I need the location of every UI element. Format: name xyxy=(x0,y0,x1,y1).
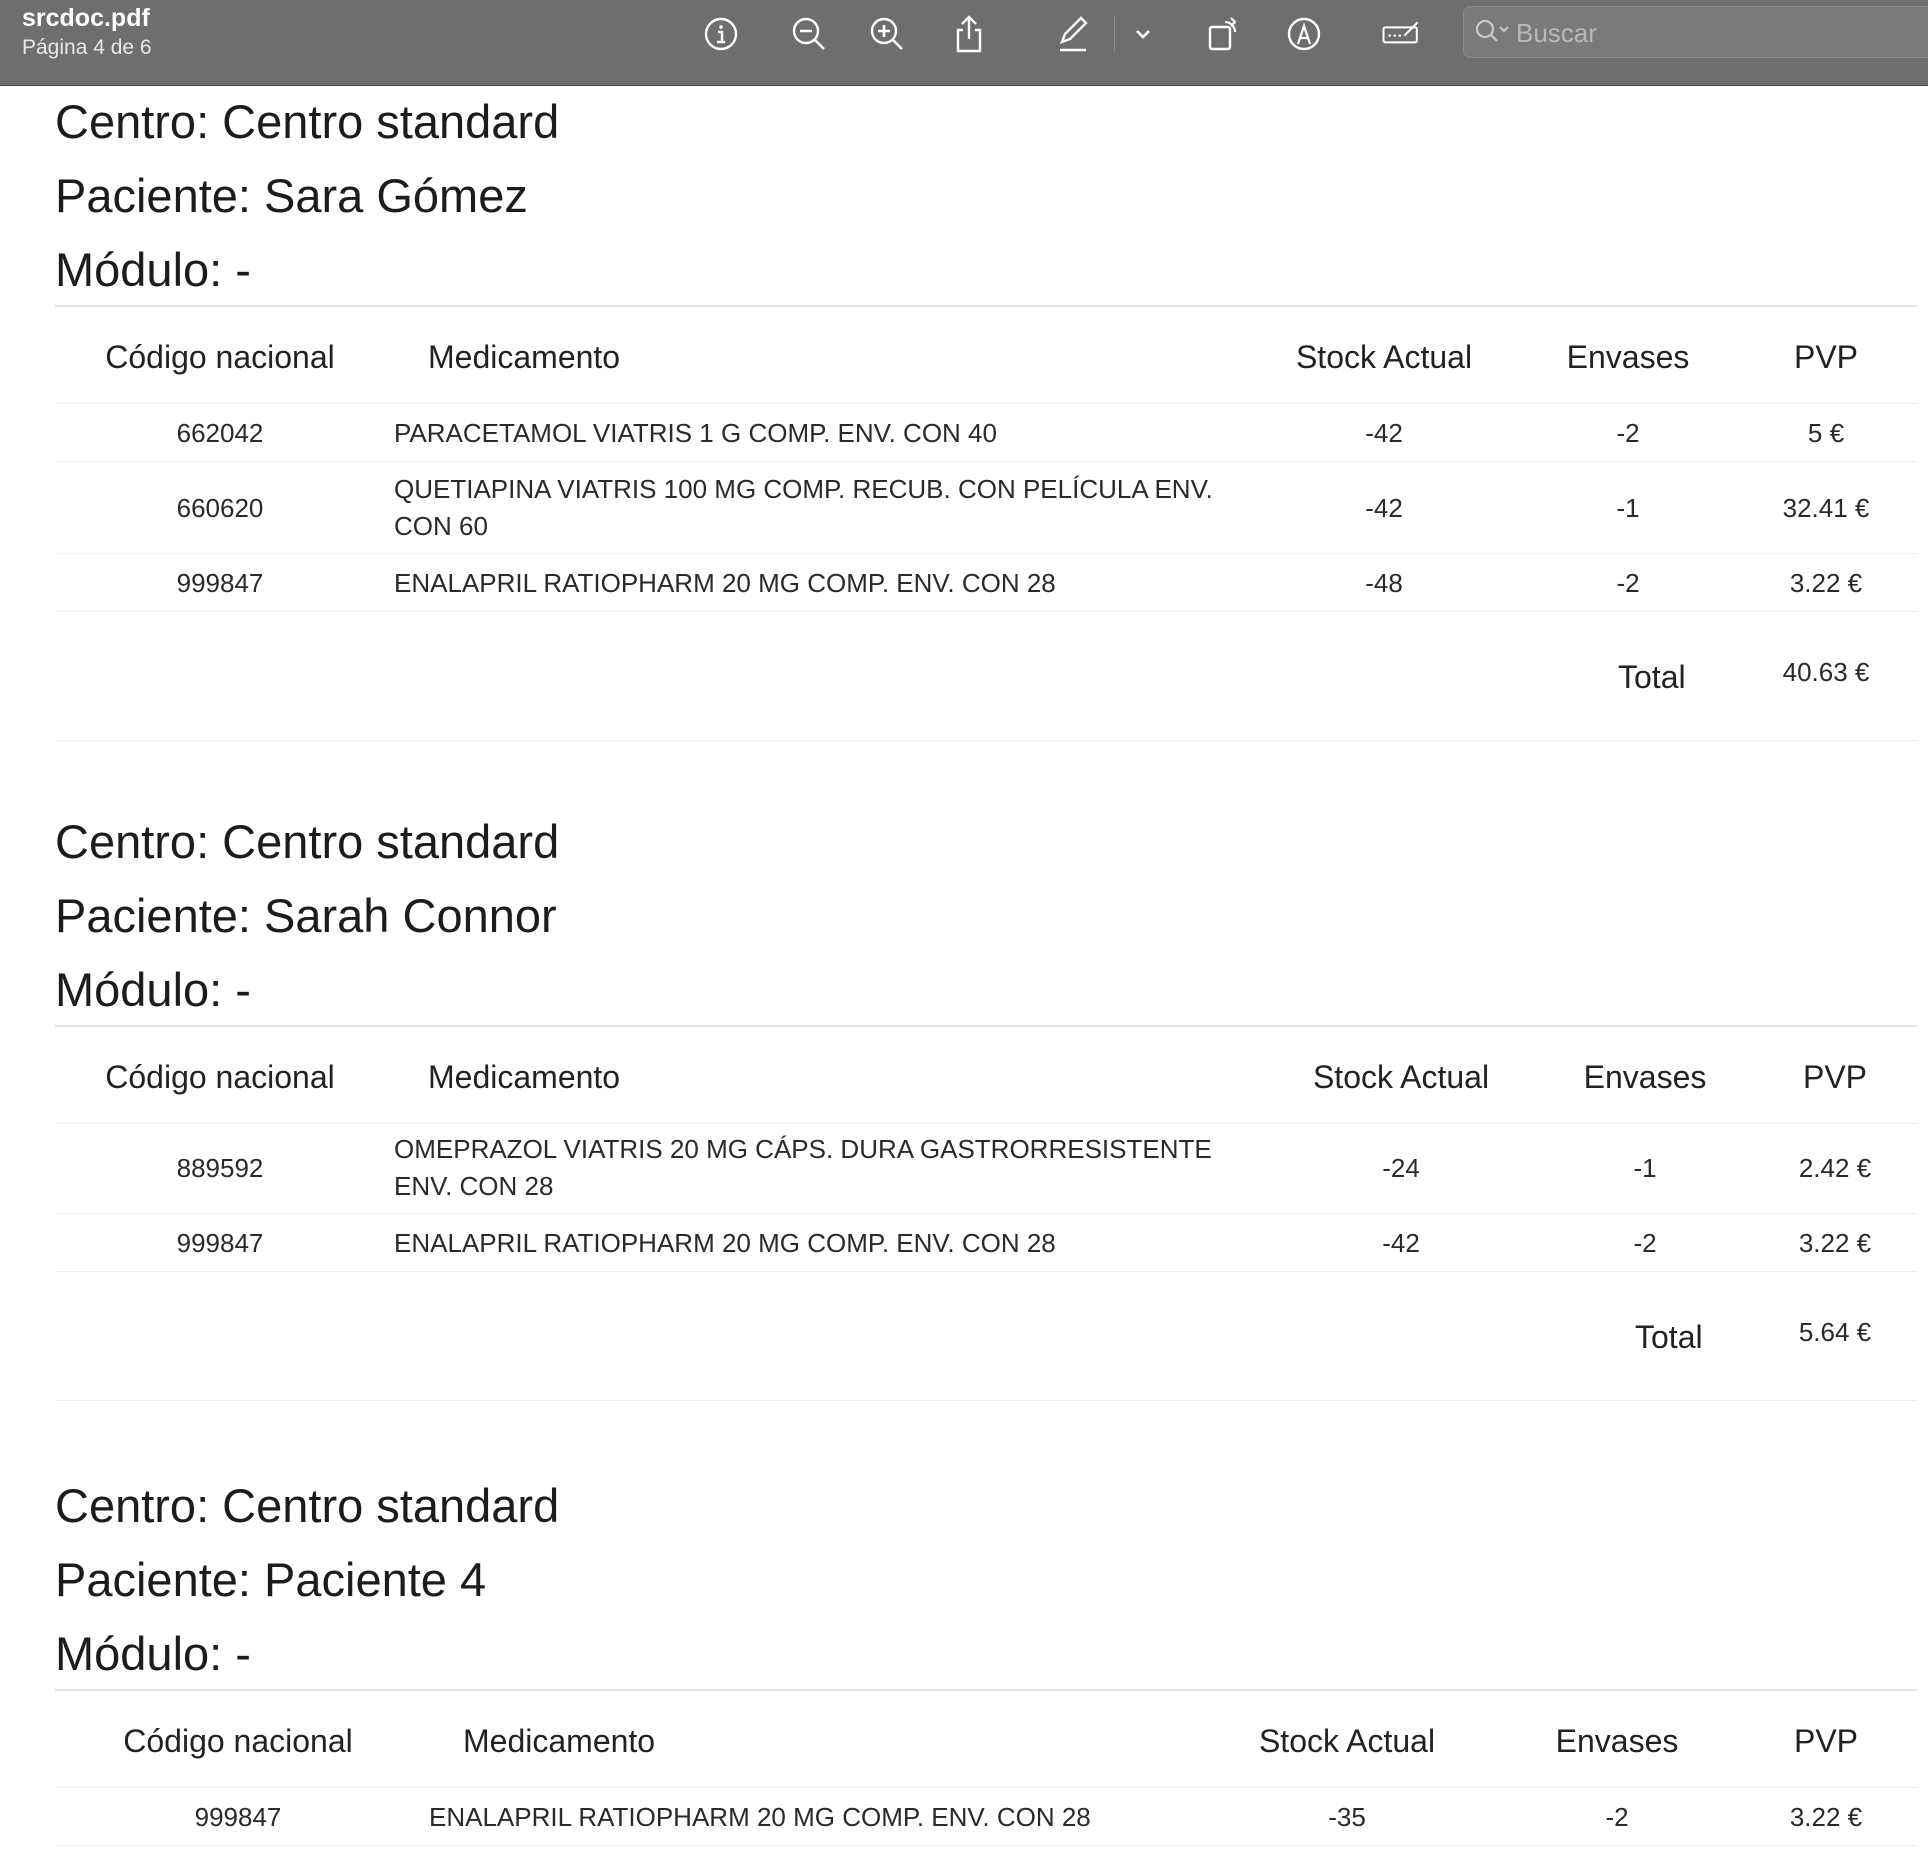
paciente-heading: Paciente: Sarah Connor xyxy=(55,889,557,942)
centro-heading: Centro: Centro standard xyxy=(55,815,560,868)
cell-pvp: 3.22 € xyxy=(1789,568,1863,598)
centro-heading: Centro: Centro standard xyxy=(55,95,560,148)
row-divider xyxy=(55,1213,1917,1214)
cell-medicamento: ENALAPRIL RATIOPHARM 20 MG COMP. ENV. CON 28 xyxy=(394,568,1056,598)
cell-envases: -1 xyxy=(1633,1153,1657,1183)
share-icon xyxy=(949,14,989,54)
page-indicator: Página 4 de 6 xyxy=(22,36,152,59)
viewer-toolbar xyxy=(0,0,1928,86)
cell-stock: -42 xyxy=(1365,418,1403,448)
column-header-stock: Stock Actual xyxy=(1258,1723,1436,1759)
row-divider xyxy=(55,1271,1917,1272)
centro-heading: Centro: Centro standard xyxy=(55,1479,560,1532)
cell-medicamento: PARACETAMOL VIATRIS 1 G COMP. ENV. CON 40 xyxy=(394,418,997,448)
rotate-icon xyxy=(1203,14,1243,54)
zoom-out-button[interactable] xyxy=(781,8,837,60)
column-header-code: Código nacional xyxy=(105,1059,335,1095)
cell-stock: -42 xyxy=(1365,493,1403,523)
signature-icon xyxy=(1381,14,1421,54)
column-header-medicamento: Medicamento xyxy=(428,1059,621,1095)
cell-code: 889592 xyxy=(176,1153,264,1183)
cell-envases: -1 xyxy=(1616,493,1640,523)
cell-pvp: 3.22 € xyxy=(1789,1802,1863,1832)
cell-medicamento: ENALAPRIL RATIOPHARM 20 MG COMP. ENV. CON 28 xyxy=(394,1228,1056,1258)
rotate-button[interactable] xyxy=(1195,8,1251,60)
zoom-in-button[interactable] xyxy=(859,8,915,60)
column-header-stock: Stock Actual xyxy=(1312,1059,1490,1095)
annotate-button[interactable] xyxy=(1276,8,1332,60)
cell-code: 999847 xyxy=(176,568,264,598)
row-divider xyxy=(55,1787,1917,1788)
column-header-code: Código nacional xyxy=(105,339,335,375)
modulo-heading: Módulo: - xyxy=(55,243,251,296)
column-header-envases: Envases xyxy=(1583,1059,1707,1095)
cell-pvp: 2.42 € xyxy=(1798,1153,1872,1183)
search-field[interactable] xyxy=(1463,6,1928,58)
cell-stock: -48 xyxy=(1365,568,1403,598)
cell-envases: -2 xyxy=(1616,568,1640,598)
total-label: Total xyxy=(1618,659,1686,695)
column-header-pvp: PVP xyxy=(1793,339,1859,375)
column-header-medicamento: Medicamento xyxy=(428,339,621,375)
cell-code: 999847 xyxy=(176,1228,264,1258)
row-divider xyxy=(55,1845,1917,1846)
cell-stock: -24 xyxy=(1382,1153,1420,1183)
total-divider xyxy=(55,740,1917,741)
column-header-medicamento: Medicamento xyxy=(463,1723,656,1759)
cell-code: 999847 xyxy=(194,1802,282,1832)
cell-pvp: 5 € xyxy=(1807,418,1845,448)
column-header-code: Código nacional xyxy=(123,1723,353,1759)
markup-menu-button[interactable] xyxy=(1115,8,1171,60)
column-header-pvp: PVP xyxy=(1793,1723,1859,1759)
signature-button[interactable] xyxy=(1371,8,1431,60)
row-divider xyxy=(55,1123,1917,1124)
info-icon xyxy=(701,14,741,54)
cell-stock: -42 xyxy=(1382,1228,1420,1258)
markup-button[interactable] xyxy=(1044,8,1100,60)
cell-code: 660620 xyxy=(176,493,264,523)
markup-pen-icon xyxy=(1052,14,1092,54)
search-input[interactable] xyxy=(1514,15,1918,51)
cell-medicamento: ENALAPRIL RATIOPHARM 20 MG COMP. ENV. CON 28 xyxy=(429,1802,1091,1832)
total-value: 40.63 € xyxy=(1782,657,1870,687)
section-divider xyxy=(55,1025,1917,1027)
paciente-heading: Paciente: Sara Gómez xyxy=(55,169,528,222)
column-header-envases: Envases xyxy=(1566,339,1690,375)
document-title: srcdoc.pdf xyxy=(22,4,150,32)
modulo-heading: Módulo: - xyxy=(55,1627,251,1680)
cell-pvp: 32.41 € xyxy=(1782,493,1870,523)
cell-envases: -2 xyxy=(1605,1802,1629,1832)
cell-medicamento: OMEPRAZOL VIATRIS 20 MG CÁPS. DURA GASTRORRESISTENTE ENV. CON 28 xyxy=(394,1134,1212,1201)
section-divider xyxy=(55,1689,1917,1691)
column-header-pvp: PVP xyxy=(1802,1059,1868,1095)
cell-stock: -35 xyxy=(1328,1802,1366,1832)
cell-medicamento: QUETIAPINA VIATRIS 100 MG COMP. RECUB. CON PELÍCULA ENV. CON 60 xyxy=(394,474,1213,541)
info-button[interactable] xyxy=(693,8,749,60)
column-header-stock: Stock Actual xyxy=(1295,339,1473,375)
cell-envases: -2 xyxy=(1633,1228,1657,1258)
cell-pvp: 3.22 € xyxy=(1798,1228,1872,1258)
row-divider xyxy=(55,403,1917,404)
total-value: 5.64 € xyxy=(1798,1317,1872,1347)
total-label: Total xyxy=(1635,1319,1703,1355)
chevron-down-icon xyxy=(1123,14,1163,54)
annotate-circle-icon xyxy=(1284,14,1324,54)
cell-code: 662042 xyxy=(176,418,264,448)
row-divider xyxy=(55,461,1917,462)
zoom-in-icon xyxy=(867,14,907,54)
search-icon xyxy=(1472,16,1512,48)
document-page xyxy=(0,85,1928,1862)
cell-envases: -2 xyxy=(1616,418,1640,448)
total-divider xyxy=(55,1400,1917,1401)
section-divider xyxy=(55,305,1917,307)
paciente-heading: Paciente: Paciente 4 xyxy=(55,1553,487,1606)
modulo-heading: Módulo: - xyxy=(55,963,251,1016)
row-divider xyxy=(55,611,1917,612)
zoom-out-icon xyxy=(789,14,829,54)
row-divider xyxy=(55,553,1917,554)
share-button[interactable] xyxy=(941,8,997,60)
column-header-envases: Envases xyxy=(1555,1723,1679,1759)
